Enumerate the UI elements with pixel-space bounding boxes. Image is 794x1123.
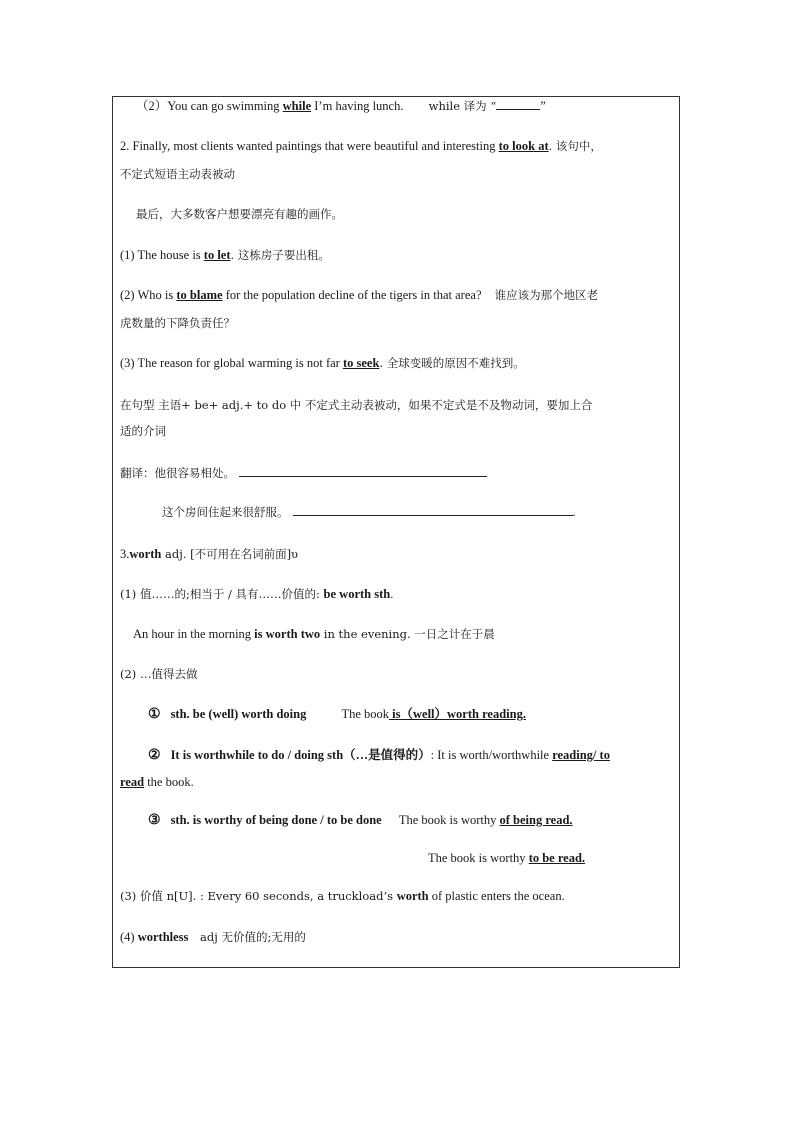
text: (1) 值……的;相当于 / 具有……价值的: (120, 587, 324, 601)
text: (3) 价值 n[U]. : Every 60 seconds, a truckload’s (120, 889, 397, 903)
example-line (136, 98, 546, 114)
text: for the population decline of the tigers in that area? (222, 288, 485, 302)
keyword: is worth two (254, 627, 321, 641)
text: while 译为 “ (428, 99, 497, 113)
rule-line: 在句型 主语+ be+ adj.+ to do 中 不定式主动表被动，如果不定式是不及物动词，要加上合 (120, 398, 593, 412)
content-table-cell (112, 96, 680, 968)
text: . (572, 505, 576, 519)
keyword: while (282, 99, 312, 113)
point-heading (120, 138, 602, 154)
text: 谁应该为那个地区老 (494, 288, 599, 302)
text: (1) The house is (120, 248, 204, 262)
pattern-line (148, 747, 610, 764)
pattern: It is worthwhile to do / doing sth（…是值得的） (170, 748, 431, 762)
keyword: worthless (137, 930, 189, 944)
rule-line: 适的介词 (120, 424, 166, 438)
text: adj. [不可用在名词前面]υ (161, 547, 299, 561)
text: 2. Finally, most clients wanted paintings that were beautiful and interesting (120, 139, 499, 153)
example-line (428, 850, 585, 866)
pattern-line (148, 812, 573, 829)
keyword: to seek (342, 356, 380, 370)
text: the book. (144, 775, 194, 789)
keyword: to let (203, 248, 231, 262)
keyword: worth (129, 547, 162, 561)
example-line (120, 355, 525, 371)
text: . 该句中， (548, 139, 602, 153)
keyword: to look at (498, 139, 549, 153)
number-badge: ① (148, 707, 161, 722)
keyword: to be read. (528, 851, 586, 865)
text: . (390, 587, 394, 601)
number-badge: ③ (148, 813, 161, 828)
text: （2）You can go swimming (136, 99, 283, 113)
answer-blank (239, 476, 487, 477)
text: (3) The reason for global warming is not far (120, 356, 343, 370)
text: : It is worth/worthwhile (430, 748, 553, 762)
meaning-line (120, 586, 393, 602)
example-line (120, 287, 598, 303)
translation-line: 最后，大多数客户想要漂亮有趣的画作。 (136, 207, 343, 221)
keyword: is（well）worth reading. (389, 707, 526, 721)
pattern: sth. is worthy of being done / to be done (170, 813, 382, 827)
text: (2) Who is (120, 288, 177, 302)
meaning-line (120, 888, 565, 904)
text: The book is worthy (398, 813, 500, 827)
exercise-line (162, 504, 576, 520)
answer-blank (293, 515, 573, 516)
keyword: to blame (176, 288, 223, 302)
note-line: 不定式短语主动表被动 (120, 167, 235, 181)
exercise-line (120, 465, 487, 481)
keyword: worth (396, 889, 429, 903)
text: (4) (120, 930, 138, 944)
example-line (120, 247, 330, 263)
text: adj 无价值的;无用的 (196, 930, 306, 944)
keyword: be worth sth (323, 587, 391, 601)
meaning-line (120, 929, 306, 945)
text: . 全球变暖的原因不难找到。 (379, 356, 525, 370)
text: The book is worthy (428, 851, 529, 865)
pattern-line (148, 706, 526, 723)
pattern: sth. be (well) worth doing (170, 707, 307, 721)
text: 3. (120, 547, 130, 561)
meaning-line: (2) …值得去做 (120, 667, 198, 681)
keyword: of being read. (499, 813, 573, 827)
text: ” (540, 99, 546, 113)
keyword: reading/ to (552, 748, 610, 762)
text: in the evening. 一日之计在于晨 (320, 627, 495, 641)
example-line (133, 626, 495, 642)
text: 翻译：他很容易相处。 (120, 466, 235, 480)
text: 这个房间住起来很舒服。 (162, 505, 289, 519)
text: of plastic enters the ocean. (428, 889, 565, 903)
text: An hour in the morning (133, 627, 255, 641)
text: . 这栋房子要出租。 (230, 248, 330, 262)
text: The book (341, 707, 390, 721)
answer-blank (496, 109, 540, 110)
point-heading (120, 546, 298, 562)
text-line: 虎数量的下降负责任？ (120, 316, 235, 330)
keyword: read (120, 775, 145, 789)
number-badge: ② (148, 748, 161, 763)
pattern-line-cont (120, 774, 194, 790)
text: I’m having lunch. (311, 99, 404, 113)
